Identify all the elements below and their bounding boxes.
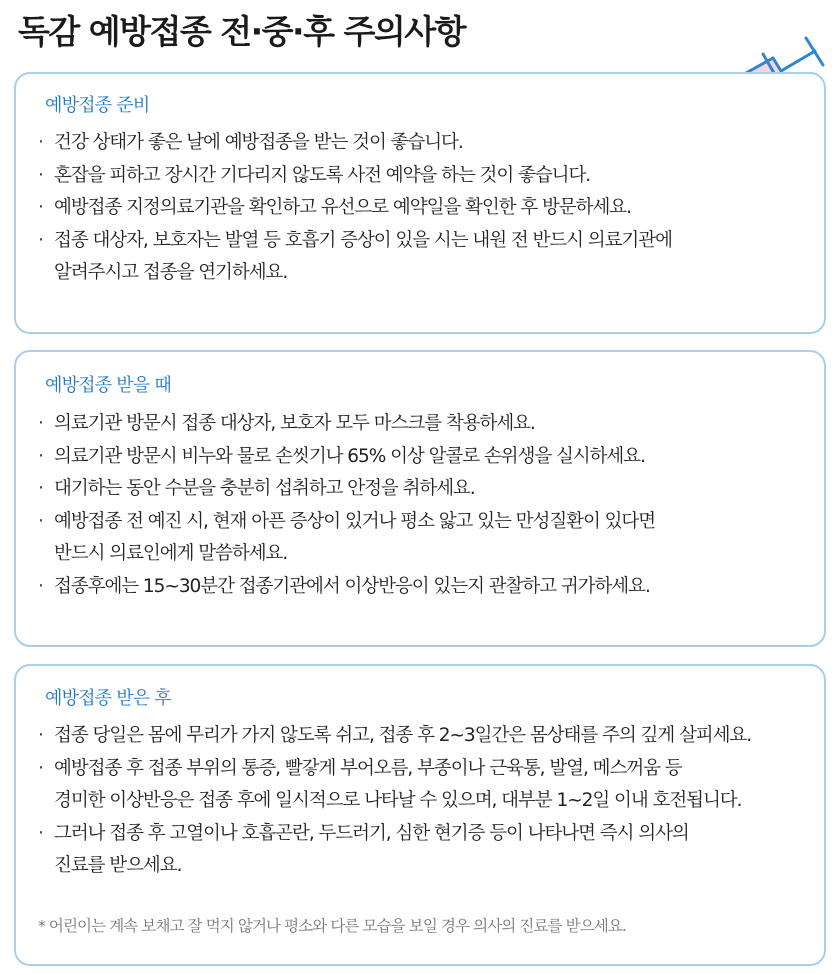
item-text: 접종후에는 15~30분간 접종기관에서 이상반응이 있는지 관찰하고 귀가하세요. <box>54 575 650 597</box>
section-heading: 예방접종 받은 후 <box>45 688 171 709</box>
bullet-dot: · <box>38 510 43 532</box>
list-item <box>38 753 814 818</box>
section-heading: 예방접종 받을 때 <box>45 375 171 396</box>
item-text: 의료기관 방문시 비누와 물로 손씻기나 65% 이상 알콜로 손위생을 실시하세요. <box>54 445 645 467</box>
item-text: 건강 상태가 좋은 날에 예방접종을 받는 것이 좋습니다. <box>54 132 463 153</box>
list-item <box>38 818 814 883</box>
list-item <box>38 506 814 571</box>
list-item <box>38 571 814 604</box>
item-text: 혼잡을 피하고 장시간 기다리지 않도록 사전 예약을 하는 것이 좋습니다. <box>54 164 591 186</box>
item-text: 예방접종 후 접종 부위의 통증, 빨갛게 부어오름, 부종이나 근육통, 발열, 메스꺼움 등 <box>54 757 682 779</box>
bullet-dot: · <box>38 197 43 218</box>
list-item <box>38 127 814 160</box>
footnote: * 어린이는 계속 보채고 잘 먹지 않거나 평소와 다른 모습을 보일 경우 의사의 진료를 받으세요. <box>38 917 626 935</box>
item-text-continued: 경미한 이상반응은 접종 후에 일시적으로 나타날 수 있으며, 대부분 1~2일 이내 호전됩니다. <box>54 790 742 811</box>
list-item <box>38 408 814 441</box>
list-item <box>38 192 814 225</box>
item-text-continued: 진료를 받으세요. <box>54 855 182 876</box>
list-item <box>38 720 814 753</box>
item-text-continued: 반드시 의료인에게 말씀하세요. <box>54 543 288 564</box>
item-text: 예방접종 전 예진 시, 현재 아픈 증상이 있거나 평소 앓고 있는 만성질환이 있다면 <box>54 510 656 532</box>
section-after-vaccination <box>14 664 826 966</box>
item-text: 접종 대상자, 보호자는 발열 등 호흡기 증상이 있을 시는 내원 전 반드시 의료기관에 <box>54 229 672 251</box>
bullet-dot: · <box>38 575 43 597</box>
list-item <box>38 441 814 474</box>
section-heading: 예방접종 준비 <box>45 95 150 116</box>
bullet-dot: · <box>38 413 43 434</box>
list-item <box>38 160 814 193</box>
item-text: 대기하는 동안 수분을 충분히 섭취하고 안정을 취하세요. <box>54 478 475 499</box>
page-title: 독감 예방접종 전·중·후 주의사항 <box>18 12 465 51</box>
bullet-dot: · <box>38 725 43 746</box>
bullet-dot: · <box>38 445 43 467</box>
bullet-dot: · <box>38 229 43 251</box>
item-text-continued: 알려주시고 접종을 연기하세요. <box>54 262 288 283</box>
item-list <box>38 408 814 603</box>
section-during-vaccination <box>14 350 826 647</box>
bullet-dot: · <box>38 822 43 844</box>
list-item <box>38 473 814 506</box>
list-item <box>38 225 814 290</box>
section-preparation <box>14 72 826 334</box>
bullet-dot: · <box>38 164 43 186</box>
item-text: 의료기관 방문시 접종 대상자, 보호자 모두 마스크를 착용하세요. <box>54 413 535 434</box>
bullet-dot: · <box>38 132 43 153</box>
bullet-dot: · <box>38 478 43 499</box>
item-list <box>38 127 814 290</box>
item-text: 예방접종 지정의료기관을 확인하고 유선으로 예약일을 확인한 후 방문하세요. <box>54 197 631 218</box>
bullet-dot: · <box>38 757 43 779</box>
item-list <box>38 720 814 883</box>
item-text: 그러나 접종 후 고열이나 호흡곤란, 두드러기, 심한 현기증 등이 나타나면 즉시 의사의 <box>54 822 689 844</box>
item-text: 접종 당일은 몸에 무리가 가지 않도록 쉬고, 접종 후 2~3일간은 몸상태를 주의 깊게 살피세요. <box>54 725 752 746</box>
